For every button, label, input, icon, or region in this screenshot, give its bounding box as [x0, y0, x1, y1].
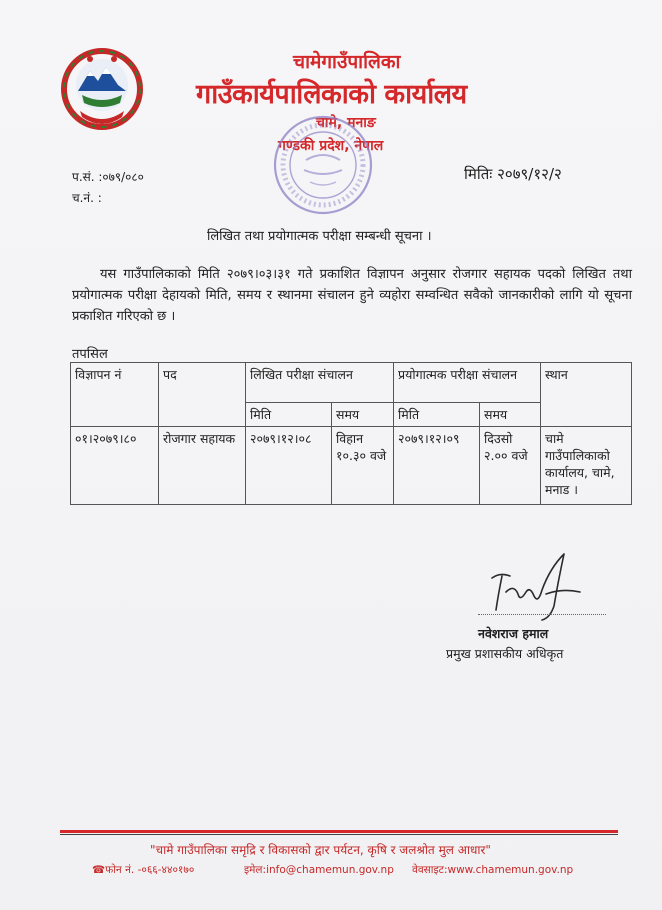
signer-name: नवेशराज हमाल — [478, 626, 549, 641]
footer-phone — [92, 863, 194, 877]
cell-venue: चामे गाउँपालिकाको कार्यालय, चामे, मनाड । — [541, 427, 632, 505]
cell-post: रोजगार सहायक — [159, 427, 246, 505]
footer-phone-text: फोन नं. -०६६-४४०१७० — [105, 864, 195, 876]
exam-schedule-table — [70, 362, 632, 505]
footer-website: वेवसाइट:www.chamemun.gov.np — [412, 864, 574, 876]
header-practical-time: समय — [480, 403, 541, 427]
notice-body: यस गाउँपालिकाको मिति २०७९।०३।३१ गते प्रकाशित विज्ञापन अनुसार रोजगार सहायक पदको लिखित तथा प्रयोगात्मक परीक्षा देहायको मिति, समय र स्थानमा संचालन हुने व्यहोरा सम्वन्धित सवैको जानकारीको लागि यो सूचना प्रकाशित गरिएको छ । — [72, 267, 632, 324]
footer-rule-red — [60, 830, 618, 833]
header-written: लिखित परीक्षा संचालन — [246, 363, 394, 403]
header-practical: प्रयोगात्मक परीक्षा संचालन — [394, 363, 541, 403]
official-stamp-icon — [270, 112, 376, 218]
signature-line — [478, 614, 606, 615]
header-post: पद — [159, 363, 246, 427]
footer-email: इमेल:info@chamemun.gov.np — [244, 864, 394, 876]
table-caption: तपसिल — [72, 347, 108, 362]
header-written-time: समय — [332, 403, 394, 427]
dispatch-number: च.नं. : — [72, 191, 102, 205]
notice-subject: लिखित तथा प्रयोगात्मक परीक्षा सम्बन्धी सूचना । — [207, 229, 432, 244]
footer-motto: "चामे गाउँपालिका समृद्रि र विकासको द्वार पर्यटन, कृषि र जलश्रोत मुल आधार" — [150, 843, 491, 857]
header-practical-date: मिति — [394, 403, 480, 427]
nepal-emblem-icon — [60, 45, 144, 131]
header-written-date: मिति — [246, 403, 332, 427]
cell-ad-no: ०१।२०७९।८० — [71, 427, 159, 505]
cell-written-time: विहान १०.३० वजे — [332, 427, 394, 505]
office-name: गाउँकार्यपालिकाको कार्यालय — [196, 79, 467, 110]
table-header-row — [71, 363, 632, 403]
reference-number: प.सं. :०७९/०८० — [72, 170, 144, 184]
table-row — [71, 427, 632, 505]
phone-icon: ☎ — [92, 864, 106, 876]
header-venue: स्थान — [541, 363, 632, 427]
signer-title: प्रमुख प्रशासकीय अधिकृत — [446, 646, 564, 661]
municipality-name: चामेगाउँपालिका — [293, 51, 401, 73]
notice-date: मितिः २०७९/१२/२ — [464, 165, 562, 183]
cell-practical-time: दिउसो २.०० वजे — [480, 427, 541, 505]
footer-rule-dark — [60, 834, 618, 835]
signature-icon — [484, 548, 592, 622]
cell-practical-date: २०७९।१२।०९ — [394, 427, 480, 505]
office-location: चामे, मनाङ — [316, 115, 376, 131]
cell-written-date: २०७९।१२।०८ — [246, 427, 332, 505]
province-country: गण्डकी प्रदेश, नेपाल — [278, 138, 384, 154]
header-ad-no: विज्ञापन नं — [71, 363, 159, 427]
